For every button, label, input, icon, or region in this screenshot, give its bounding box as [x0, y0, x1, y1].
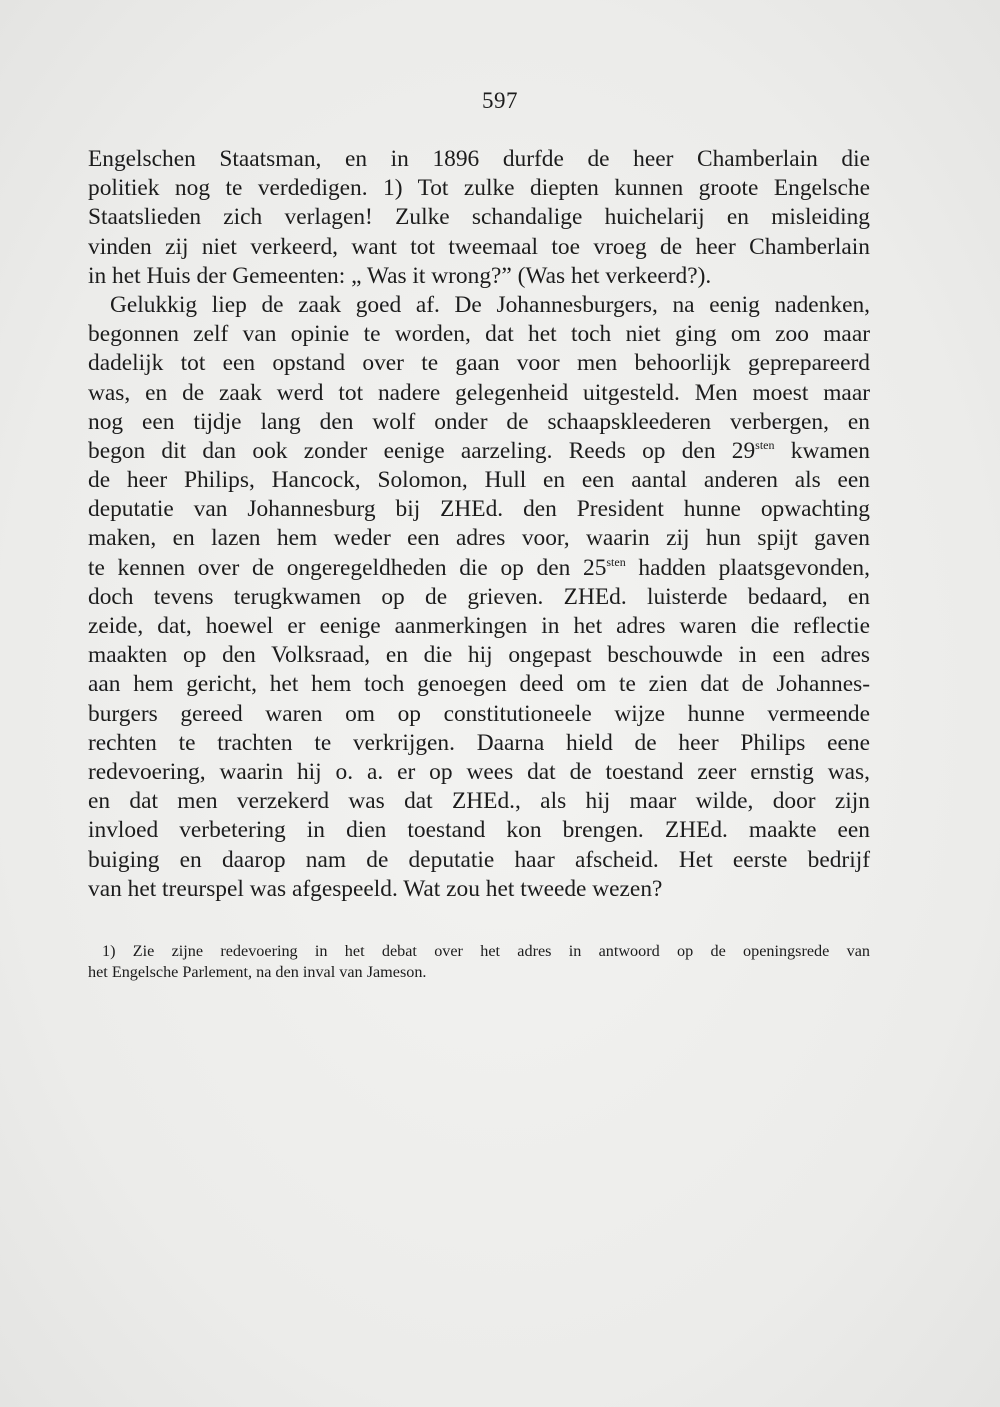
text-line: deputatie van Johannesburg bij ZHEd. den President hunne opwachting: [88, 496, 870, 523]
text-line: begonnen zelf van opinie te worden, dat het toch niet ging om zoo maar: [88, 321, 870, 348]
footnote-line: 1) Zie zijne redevoering in het debat over het adres in antwoord op de openingsrede van: [102, 942, 870, 960]
text-line: Staatslieden zich verlagen! Zulke schandalige huichelarij en misleiding: [88, 204, 870, 231]
text-line: invloed verbetering in dien toestand kon brengen. ZHEd. maakte een: [88, 817, 870, 844]
text-line: was, en de zaak werd tot nadere gelegenheid uitgesteld. Men moest maar: [88, 379, 870, 406]
text-line: in het Huis der Gemeenten: „ Was it wrong?” (Was het verkeerd?).: [88, 262, 712, 289]
text-segment: begon dit dan ook zonder eenige aarzeling. Reeds op den 29: [88, 437, 756, 464]
text-line: doch tevens terugkwamen op de grieven. ZHEd. luisterde bedaard, en: [88, 583, 870, 610]
text-line: dadelijk tot een opstand over te gaan voor men behoorlijk geprepareerd: [88, 350, 870, 377]
text-segment: hadden plaatsgevonden,: [625, 554, 870, 581]
text-line: [88, 437, 870, 466]
text-line: en dat men verzekerd was dat ZHEd., als hij maar wilde, door zijn: [88, 788, 870, 815]
page-number: 597: [482, 88, 518, 113]
text-line: aan hem gericht, het hem toch genoegen deed om te zien dat de Johannes-: [88, 671, 870, 698]
text-line: [88, 554, 870, 583]
text-line: buiging en daarop nam de deputatie haar afscheid. Het eerste bedrijf: [88, 846, 870, 873]
text-line: rechten te trachten te verkrijgen. Daarna hield de heer Philips eene: [88, 729, 870, 756]
text-line: maken, en lazen hem weder een adres voor, waarin zij hun spijt gaven: [88, 525, 870, 552]
footnotes: [88, 941, 870, 983]
text-line: burgers gereed waren om op constitutioneele wijze hunne vermeende: [88, 700, 870, 727]
ordinal-superscript: sten: [606, 554, 626, 569]
text-line: de heer Philips, Hancock, Solomon, Hull en een aantal anderen als een: [88, 467, 870, 494]
text-line: vinden zij niet verkeerd, want tot tweemaal toe vroeg de heer Chamberlain: [88, 233, 870, 260]
text-line: Gelukkig liep de zaak goed af. De Johannesburgers, na eenig nadenken,: [110, 291, 870, 318]
text-line: maakten op den Volksraad, en die hij ongepast beschouwde in een adres: [88, 642, 870, 669]
text-line: zeide, dat, hoewel er eenige aanmerkingen in het adres waren die reflectie: [88, 613, 870, 639]
body-text: [88, 145, 870, 904]
ordinal-superscript: sten: [755, 437, 775, 452]
text-segment: te kennen over de ongeregeldheden die op den 25: [88, 554, 607, 581]
text-line: politiek nog te verdedigen. 1) Tot zulke diepten kunnen groote Engelsche: [88, 175, 870, 202]
text-line: Engelschen Staatsman, en in 1896 durfde de heer Chamberlain die: [88, 146, 870, 172]
text-segment: kwamen: [774, 437, 870, 464]
footnote-line: het Engelsche Parlement, na den inval van Jameson.: [88, 963, 427, 981]
text-line: redevoering, waarin hij o. a. er op wees dat de toestand zeer ernstig was,: [88, 758, 870, 785]
text-line: van het treurspel was afgespeeld. Wat zou het tweede wezen?: [88, 875, 663, 902]
text-line: nog een tijdje lang den wolf onder de schaapskleederen verbergen, en: [88, 408, 870, 435]
